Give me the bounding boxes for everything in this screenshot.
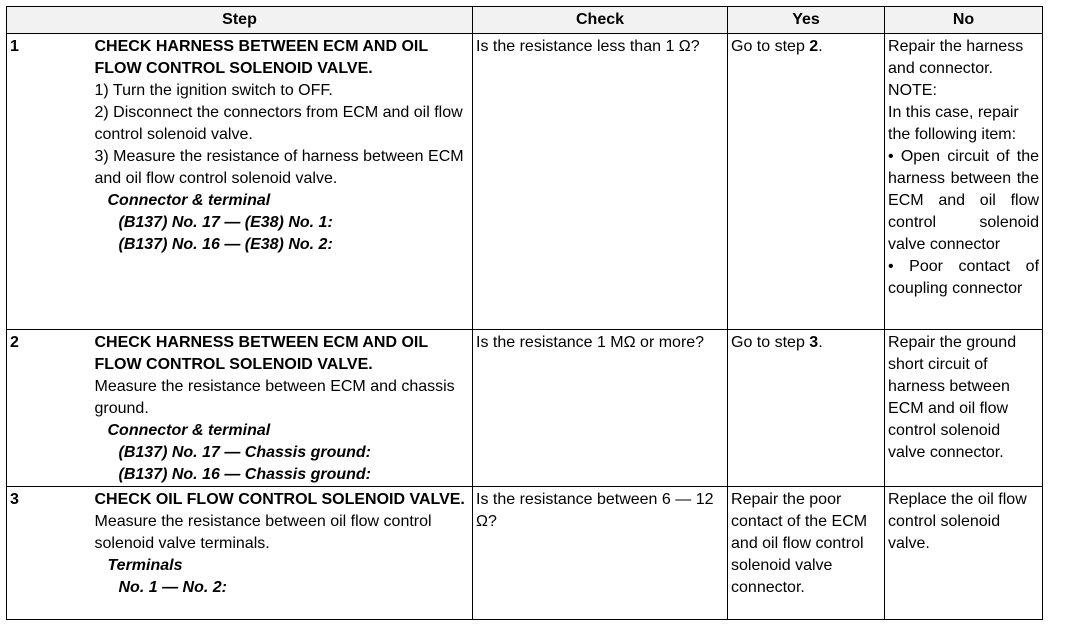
yes-cell: [728, 329, 885, 486]
step-title: CHECK HARNESS BETWEEN ECM AND OIL FLOW CONTROL SOLENOID VALVE.: [94, 38, 428, 77]
yes-cell: [728, 34, 885, 330]
note-item: • Open circuit of the harness between the ECM and oil flow control solenoid valve connector: [888, 148, 1040, 253]
header-no: No: [885, 7, 1043, 34]
yes-step-number: 3: [809, 333, 819, 351]
step-instruction: 1) Turn the ignition switch to OFF.: [94, 82, 333, 99]
yes-text: Go to step: [731, 38, 810, 55]
step-instruction: 2) Disconnect the connectors from ECM and oil flow control solenoid valve.: [94, 104, 463, 143]
note-item: • Poor contact of coupling connector: [888, 258, 1040, 297]
note-label: NOTE:: [888, 82, 937, 99]
no-cell: [885, 329, 1043, 486]
terminals-label: Terminals: [107, 556, 183, 574]
step-title: CHECK OIL FLOW CONTROL SOLENOID VALVE.: [94, 490, 465, 508]
check-cell: Is the resistance less than 1 Ω?: [473, 34, 728, 330]
step-number: 3: [7, 486, 92, 619]
terminal-spec: (B137) No. 17 — (E38) No. 1:: [118, 214, 333, 231]
terminal-spec: No. 1 — No. 2:: [118, 578, 227, 596]
table-row: [7, 34, 1043, 330]
header-yes: Yes: [728, 7, 885, 34]
check-cell: Is the resistance 1 MΩ or more?: [473, 329, 728, 486]
header-step: Step: [7, 7, 473, 34]
terminal-spec: (B137) No. 16 — Chassis ground:: [118, 465, 371, 483]
terminal-spec: (B137) No. 16 — (E38) No. 2:: [118, 236, 333, 253]
step-instruction: Measure the resistance between oil flow control solenoid valve terminals.: [94, 512, 432, 552]
connector-terminal-label: Connector & terminal: [107, 421, 271, 439]
yes-text: Go to step: [731, 333, 810, 351]
terminal-spec: (B137) No. 17 — Chassis ground:: [118, 443, 371, 461]
no-action: Replace the oil flow control solenoid valve.: [888, 490, 1027, 552]
table-header-row: [7, 7, 1043, 34]
yes-text-end: .: [818, 333, 823, 351]
step-cell: [92, 486, 473, 619]
yes-cell: Repair the poor contact of the ECM and oil flow control solenoid valve connector.: [728, 486, 885, 619]
step-instruction: 3) Measure the resistance of harness between ECM and oil flow control solenoid valve.: [94, 148, 464, 187]
no-cell: [885, 34, 1043, 330]
no-action: Repair the ground short circuit of harness between ECM and oil flow control solenoid valve connector.: [888, 333, 1017, 461]
diagnostic-table: [6, 6, 1043, 620]
no-action: Repair the harness and connector.: [888, 38, 1024, 77]
header-check: Check: [473, 7, 728, 34]
table-row: [7, 329, 1043, 486]
check-cell: Is the resistance between 6 — 12 Ω?: [473, 486, 728, 619]
step-number: 1: [7, 34, 92, 330]
step-title: CHECK HARNESS BETWEEN ECM AND OIL FLOW CONTROL SOLENOID VALVE.: [94, 333, 428, 373]
step-cell: [92, 34, 473, 330]
step-instruction: Measure the resistance between ECM and chassis ground.: [94, 377, 455, 417]
no-cell: [885, 486, 1043, 619]
table-row: [7, 486, 1043, 619]
yes-step-number: 2: [809, 38, 819, 55]
step-cell: [92, 329, 473, 486]
step-number: 2: [7, 329, 92, 486]
yes-text-end: .: [818, 38, 823, 55]
note-intro: In this case, repair the following item:: [888, 104, 1019, 143]
connector-terminal-label: Connector & terminal: [107, 192, 271, 209]
